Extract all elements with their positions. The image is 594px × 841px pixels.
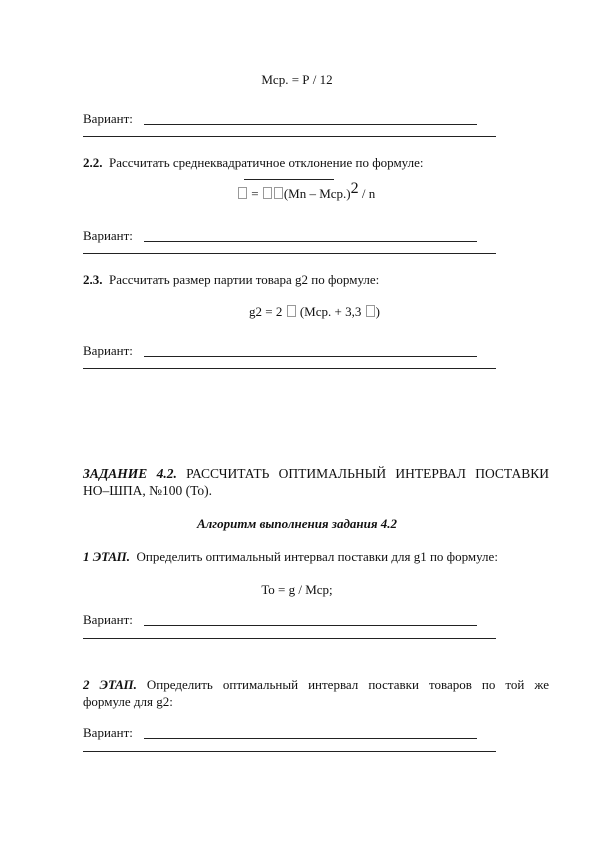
sqrt-symbol-icon xyxy=(287,305,296,317)
sigma-symbol-icon xyxy=(366,305,375,317)
formula-std-deviation xyxy=(237,180,376,202)
variant-label-3: Вариант: xyxy=(83,343,133,358)
variant-answer-line-4b[interactable] xyxy=(83,638,496,639)
formula-main: (Мn – Мср.) xyxy=(283,186,351,201)
sqrt-overline xyxy=(244,179,334,180)
stage-2-text-line2: формуле для g2: xyxy=(83,694,173,709)
algorithm-title-text: Алгоритм выполнения задания 4.2 xyxy=(196,516,398,531)
section-2-2-heading xyxy=(83,155,423,171)
variant-label-1: Вариант: xyxy=(83,111,133,126)
formula-batch-size xyxy=(249,304,380,320)
sum-symbol-icon xyxy=(274,187,283,199)
task-4-2-title xyxy=(83,466,549,482)
sigma-symbol-icon xyxy=(238,187,247,199)
task-4-2-label: ЗАДАНИЕ 4.2. xyxy=(83,466,177,481)
section-2-2-number: 2.2. xyxy=(83,155,103,170)
variant-answer-line-4[interactable] xyxy=(144,625,477,626)
task-4-2-title-line1: РАССЧИТАТЬ ОПТИМАЛЬНЫЙ ИНТЕРВАЛ ПОСТАВКИ xyxy=(186,466,550,481)
formula-interval: То = g / Мср; xyxy=(261,582,333,597)
stage-2-heading xyxy=(83,677,549,693)
formula-a: g2 = 2 xyxy=(249,304,283,319)
formula-c: ) xyxy=(375,304,380,319)
algorithm-title xyxy=(0,516,594,532)
variant-answer-line-5b[interactable] xyxy=(83,751,496,752)
formula-b: (Мср. + 3,3 xyxy=(299,304,362,319)
variant-label-5: Вариант: xyxy=(83,725,133,740)
variant-answer-line-3b[interactable] xyxy=(83,368,496,369)
formula-mean: Мср. = Р / 12 xyxy=(261,72,333,87)
stage-1-text: Определить оптимальный интервал поставки для g1 по формуле: xyxy=(136,549,498,564)
formula-tail: / n xyxy=(358,186,376,201)
variant-answer-line-3[interactable] xyxy=(144,356,477,357)
variant-answer-line-1b[interactable] xyxy=(83,136,496,137)
section-2-3-number: 2.3. xyxy=(83,272,103,287)
variant-label-2: Вариант: xyxy=(83,228,133,243)
sqrt-symbol-icon xyxy=(263,187,272,199)
formula-exponent: 2 xyxy=(350,180,359,197)
section-2-3-heading xyxy=(83,272,379,288)
section-2-3-text: Рассчитать размер партии товара g2 по формуле: xyxy=(109,272,380,287)
task-4-2-title-line2: НО–ШПА, №100 (То). xyxy=(83,483,212,498)
variant-answer-line-1[interactable] xyxy=(144,124,477,125)
variant-answer-line-2b[interactable] xyxy=(83,253,496,254)
variant-label-4: Вариант: xyxy=(83,612,133,627)
stage-2-label: 2 ЭТАП. xyxy=(83,677,137,692)
variant-answer-line-2[interactable] xyxy=(144,241,477,242)
stage-1-label: 1 ЭТАП. xyxy=(83,549,131,564)
formula-eq: = xyxy=(251,186,259,201)
variant-answer-line-5[interactable] xyxy=(144,738,477,739)
stage-2-text-line1: Определить оптимальный интервал поставки товаров по той же xyxy=(146,677,550,692)
section-2-2-text: Рассчитать среднеквадратичное отклонение по формуле: xyxy=(109,155,424,170)
stage-1-heading xyxy=(83,549,498,565)
